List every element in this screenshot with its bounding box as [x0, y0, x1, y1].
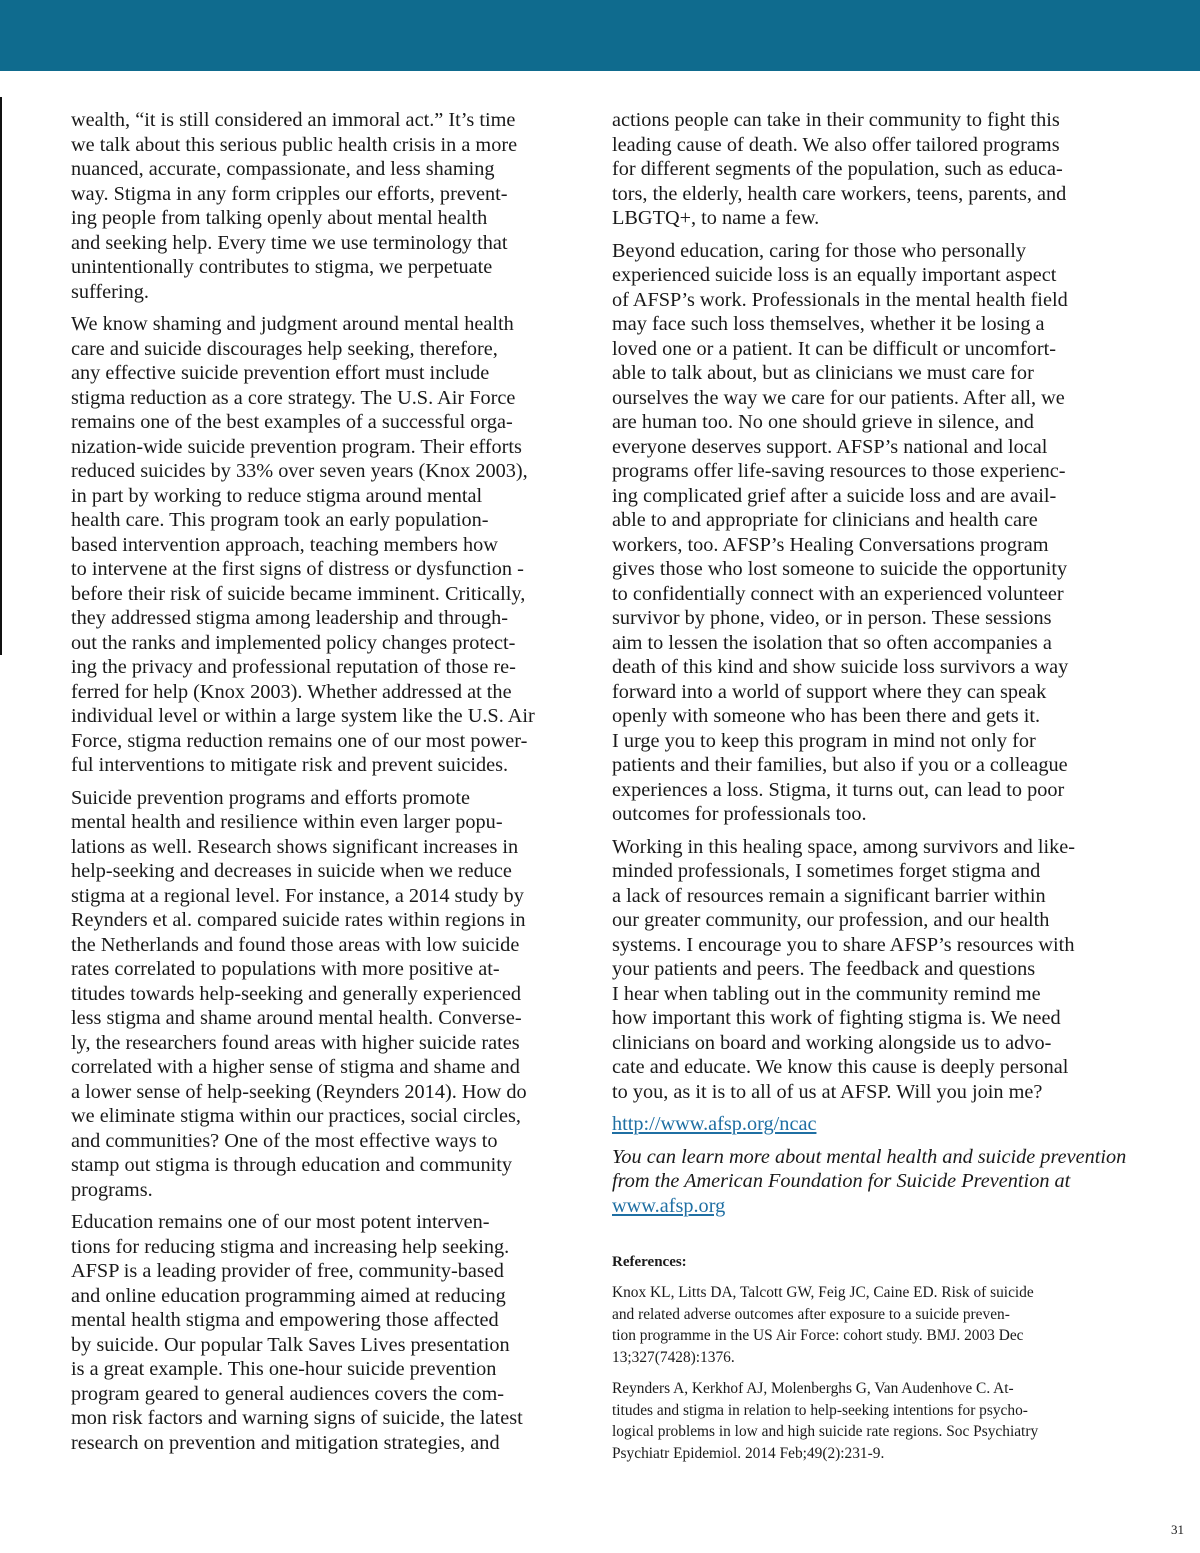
text-line: nuanced, accurate, compassionate, and less shaming: [71, 158, 495, 180]
text-line: experienced suicide loss is an equally important aspect: [612, 264, 1057, 286]
header-band: [0, 0, 1200, 71]
text-line: before their risk of suicide became imminent. Critically,: [71, 582, 526, 605]
text-line: stigma reduction as a core strategy. The U.S. Air Force: [71, 386, 516, 409]
text-line: nization-wide suicide prevention program. Their efforts: [71, 435, 522, 458]
reference-line: and related adverse outcomes after exposure to a suicide preven-: [612, 1305, 1010, 1323]
text-line: rates correlated to populations with more positive at-: [71, 958, 500, 980]
text-line: way. Stigma in any form cripples our efforts, prevent-: [71, 182, 508, 205]
text-line: correlated with a higher sense of stigma and shame and: [71, 1056, 520, 1078]
text-line: less stigma and shame around mental health. Converse-: [71, 1007, 522, 1029]
references-list: [612, 1282, 1134, 1464]
text-line: and communities? One of the most effective ways to: [71, 1129, 498, 1152]
afsp-link[interactable]: www.afsp.org: [612, 1194, 726, 1217]
text-line: they addressed stigma among leadership and through-: [71, 607, 509, 629]
text-line: Reynders et al. compared suicide rates within regions in: [71, 909, 526, 931]
text-line: ing people from talking openly about mental health: [71, 207, 488, 229]
reference-line: tion programme in the US Air Force: cohort study. BMJ. 2003 Dec: [612, 1327, 1024, 1344]
learn-more-note: [612, 1145, 1134, 1219]
text-line: unintentionally contributes to stigma, we perpetuate: [71, 256, 493, 278]
text-line: Beyond education, caring for those who personally: [612, 239, 1026, 262]
text-line: care and suicide discourages help seeking, therefore,: [71, 337, 498, 360]
text-line: minded professionals, I sometimes forget stigma and: [612, 860, 1041, 882]
text-line: survivor by phone, video, or in person. These sessions: [612, 607, 1052, 629]
text-line: is a great example. This one-hour suicide prevention: [71, 1358, 497, 1380]
left-column-paragraph: [71, 1210, 583, 1455]
reference-line: 13;327(7428):1376.: [612, 1348, 735, 1366]
text-line: ferred for help (Knox 2003). Whether addressed at the: [71, 680, 512, 703]
text-line: patients and their families, but also if you or a colleague: [612, 754, 1068, 776]
text-line: ing the privacy and professional reputation of those re-: [71, 656, 516, 678]
text-line: and online education programming aimed at reducing: [71, 1284, 506, 1307]
text-line: cate and educate. We know this cause is deeply personal: [612, 1056, 1069, 1078]
text-line: program geared to general audiences covers the com-: [71, 1382, 505, 1405]
reference-line: Reynders A, Kerkhof AJ, Molenberghs G, Van Audenhove C. At-: [612, 1380, 1014, 1397]
text-line: AFSP is a leading provider of free, community-based: [71, 1260, 504, 1282]
text-line: your patients and peers. The feedback and questions: [612, 958, 1036, 980]
text-line: able to and appropriate for clinicians and health care: [612, 509, 1038, 531]
text-line: based intervention approach, teaching members how: [71, 533, 498, 556]
text-line: wealth, “it is still considered an immoral act.” It’s time: [71, 109, 516, 131]
text-line: everyone deserves support. AFSP’s national and local: [612, 435, 1048, 458]
text-line: research on prevention and mitigation strategies, and: [71, 1431, 500, 1454]
ncac-link[interactable]: http://www.afsp.org/ncac: [612, 1113, 817, 1135]
text-line: lations as well. Research shows significant increases in: [71, 835, 519, 858]
text-line: clinicians on board and working alongside us to advo-: [612, 1031, 1052, 1054]
text-line: ly, the researchers found areas with higher suicide rates: [71, 1031, 520, 1054]
text-line: mental health stigma and empowering those affected: [71, 1309, 499, 1331]
text-line: stamp out stigma is through education and community: [71, 1154, 513, 1176]
text-line: a lack of resources remain a significant barrier within: [612, 884, 1046, 907]
text-line: help-seeking and decreases in suicide when we reduce: [71, 860, 512, 882]
text-line: systems. I encourage you to share AFSP’s resources with: [612, 933, 1075, 956]
note-line: You can learn more about mental health and suicide prevention: [612, 1145, 1127, 1168]
text-line: suffering.: [71, 280, 149, 303]
text-line: reduced suicides by 33% over seven years (Knox 2003),: [71, 460, 528, 482]
text-line: tions for reducing stigma and increasing help seeking.: [71, 1235, 510, 1258]
text-line: and seeking help. Every time we use terminology that: [71, 231, 508, 254]
left-column: [71, 108, 583, 1463]
text-line: to confidentially connect with an experienced volunteer: [612, 582, 1064, 605]
text-line: ful interventions to mitigate risk and prevent suicides.: [71, 754, 509, 776]
text-line: ourselves the way we care for our patients. After all, we: [612, 386, 1065, 409]
text-line: I urge you to keep this program in mind not only for: [612, 729, 1036, 752]
reference-item: [612, 1378, 1134, 1464]
reference-item: [612, 1282, 1134, 1368]
text-line: mental health and resilience within even larger popu-: [71, 811, 503, 833]
text-line: to intervene at the first signs of distress or dysfunction -: [71, 558, 524, 580]
text-line: may face such loss themselves, whether it be losing a: [612, 313, 1045, 335]
text-line: actions people can take in their community to fight this: [612, 109, 1060, 131]
right-column: [612, 108, 1134, 1474]
text-line: to you, as it is to all of us at AFSP. Will you join me?: [612, 1080, 1043, 1103]
text-line: Education remains one of our most potent interven-: [71, 1211, 490, 1233]
left-column-paragraph: [71, 786, 583, 1203]
text-line: Force, stigma reduction remains one of our most power-: [71, 729, 528, 752]
left-column-paragraph: [71, 312, 583, 778]
text-line: Working in this healing space, among survivors and like-: [612, 835, 1076, 858]
reference-line: titudes and stigma in relation to help-seeking intentions for psycho-: [612, 1401, 1028, 1419]
right-column-paragraph: [612, 108, 1134, 231]
text-line: leading cause of death. We also offer tailored programs: [612, 133, 1060, 156]
text-line: experiences a loss. Stigma, it turns out, can lead to poor: [612, 778, 1065, 801]
text-line: by suicide. Our popular Talk Saves Lives presentation: [71, 1333, 510, 1356]
text-line: ing complicated grief after a suicide loss and are avail-: [612, 484, 1057, 507]
text-line: I hear when tabling out in the community remind me: [612, 982, 1041, 1005]
text-line: tors, the elderly, health care workers, teens, parents, and: [612, 182, 1067, 205]
text-line: able to talk about, but as clinicians we must care for: [612, 362, 1034, 384]
text-line: remains one of the best examples of a successful orga-: [71, 411, 513, 433]
text-line: gives those who lost someone to suicide the opportunity: [612, 558, 1068, 580]
text-line: in part by working to reduce stigma around mental: [71, 484, 483, 507]
text-line: any effective suicide prevention effort must include: [71, 362, 490, 384]
text-line: the Netherlands and found those areas with low suicide: [71, 933, 520, 956]
text-line: openly with someone who has been there and gets it.: [612, 705, 1041, 727]
references-heading: References:: [612, 1254, 687, 1270]
page-number: 31: [1171, 1522, 1184, 1537]
right-column-paragraph: [612, 835, 1134, 1105]
text-line: workers, too. AFSP’s Healing Conversations program: [612, 533, 1049, 556]
text-line: titudes towards help-seeking and generally experienced: [71, 982, 521, 1005]
margin-rule: [0, 97, 2, 655]
text-line: we eliminate stigma within our practices, social circles,: [71, 1105, 521, 1127]
left-column-paragraph: [71, 108, 583, 304]
text-line: of AFSP’s work. Professionals in the mental health field: [612, 288, 1068, 311]
text-line: we talk about this serious public health crisis in a more: [71, 133, 518, 156]
text-line: programs offer life-saving resources to those experienc-: [612, 460, 1066, 482]
text-line: mon risk factors and warning signs of suicide, the latest: [71, 1407, 523, 1429]
text-line: stigma at a regional level. For instance, a 2014 study by: [71, 884, 524, 907]
ncac-link-paragraph: [612, 1112, 1134, 1137]
text-line: for different segments of the population, such as educa-: [612, 158, 1063, 180]
text-line: our greater community, our profession, and our health: [612, 909, 1050, 931]
note-line: from the American Foundation for Suicide Prevention at: [612, 1170, 1071, 1192]
text-line: LBGTQ+, to name a few.: [612, 207, 820, 229]
text-line: are human too. No one should grieve in silence, and: [612, 411, 1034, 433]
text-line: outcomes for professionals too.: [612, 803, 867, 825]
text-line: a lower sense of help-seeking (Reynders 2014). How do: [71, 1080, 527, 1103]
text-line: loved one or a patient. It can be difficult or uncomfort-: [612, 337, 1056, 360]
text-line: programs.: [71, 1178, 153, 1201]
text-line: death of this kind and show suicide loss survivors a way: [612, 656, 1069, 678]
reference-line: Knox KL, Litts DA, Talcott GW, Feig JC, Caine ED. Risk of suicide: [612, 1284, 1034, 1301]
text-line: forward into a world of support where they can speak: [612, 680, 1047, 703]
text-line: health care. This program took an early population-: [71, 509, 489, 531]
reference-line: Psychiatr Epidemiol. 2014 Feb;49(2):231-9.: [612, 1444, 885, 1462]
text-line: how important this work of fighting stigma is. We need: [612, 1007, 1061, 1029]
right-column-paragraph: [612, 239, 1134, 827]
text-line: aim to lessen the isolation that so often accompanies a: [612, 631, 1052, 654]
text-line: Suicide prevention programs and efforts promote: [71, 786, 470, 809]
text-line: out the ranks and implemented policy changes protect-: [71, 631, 516, 654]
reference-line: logical problems in low and high suicide rate regions. Soc Psychiatry: [612, 1423, 1039, 1440]
text-line: individual level or within a large system like the U.S. Air: [71, 705, 535, 727]
text-line: We know shaming and judgment around mental health: [71, 313, 514, 335]
